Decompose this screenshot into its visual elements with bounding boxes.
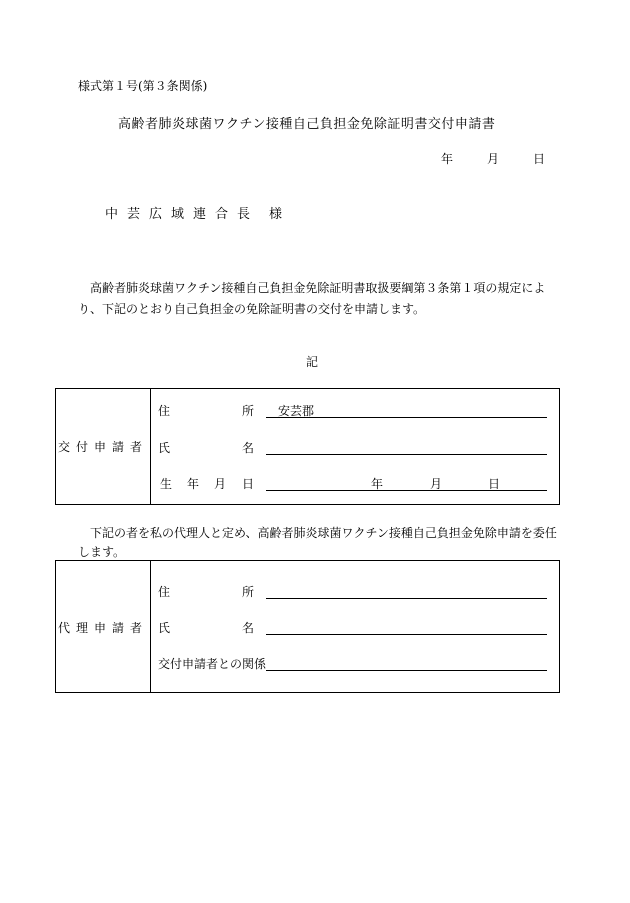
agent-name-line[interactable]	[266, 634, 547, 635]
date-day: 日	[532, 152, 545, 166]
date-year: 年	[440, 152, 453, 166]
applicant-address-line[interactable]	[266, 417, 547, 418]
agent-address-line[interactable]	[266, 598, 547, 599]
applicant-birth-month: 月	[430, 477, 443, 491]
applicant-section	[55, 388, 560, 505]
applicant-name-line[interactable]	[266, 454, 547, 455]
application-date	[441, 153, 545, 165]
applicant-name-label-2: 名	[242, 441, 255, 455]
ki-label: 記	[306, 355, 319, 369]
agent-relationship-label: 交付申請者との関係	[158, 657, 267, 671]
agent-section	[55, 560, 560, 693]
agent-name-label-1: 氏	[158, 621, 171, 635]
agent-address-label-1: 住	[158, 585, 171, 599]
applicant-birth-label-4: 日	[242, 477, 255, 491]
applicant-birth-day: 日	[488, 477, 501, 491]
applicant-section-label: 交付申請者	[57, 440, 148, 454]
applicant-divider	[150, 389, 151, 504]
agent-section-label: 代理申請者	[57, 621, 148, 635]
date-month: 月	[486, 152, 499, 166]
applicant-birth-year: 年	[371, 477, 384, 491]
agent-address-label-2: 所	[242, 585, 255, 599]
delegation-text: 下記の者を私の代理人と定め、高齢者肺炎球菌ワクチン接種自己負担金免除申請を委任します。	[78, 526, 557, 559]
applicant-address-label-1: 住	[158, 404, 171, 418]
agent-name-label-2: 名	[242, 621, 255, 635]
addressee-honorific: 様	[269, 207, 283, 222]
applicant-birth-label-2: 年	[187, 477, 200, 491]
application-body-text: 高齢者肺炎球菌ワクチン接種自己負担金免除証明書取扱要綱第３条第１項の規定により、下記のとおり自己負担金の免除証明書の交付を申請します。	[78, 281, 546, 316]
addressee-name: 中芸広域連合長	[105, 207, 260, 222]
applicant-name-label-1: 氏	[158, 441, 171, 455]
applicant-address-label-2: 所	[242, 404, 255, 418]
applicant-birth-label-1: 生	[160, 477, 173, 491]
form-title: 高齢者肺炎球菌ワクチン接種自己負担金免除証明書交付申請書	[118, 117, 496, 132]
agent-divider	[150, 561, 151, 692]
form-number: 様式第１号(第３条関係)	[78, 79, 208, 93]
applicant-address-value[interactable]: 安芸郡	[278, 404, 315, 418]
applicant-birth-line[interactable]	[266, 490, 547, 491]
addressee	[105, 208, 282, 221]
applicant-birth-label-3: 月	[214, 477, 227, 491]
agent-relationship-line[interactable]	[266, 670, 547, 671]
